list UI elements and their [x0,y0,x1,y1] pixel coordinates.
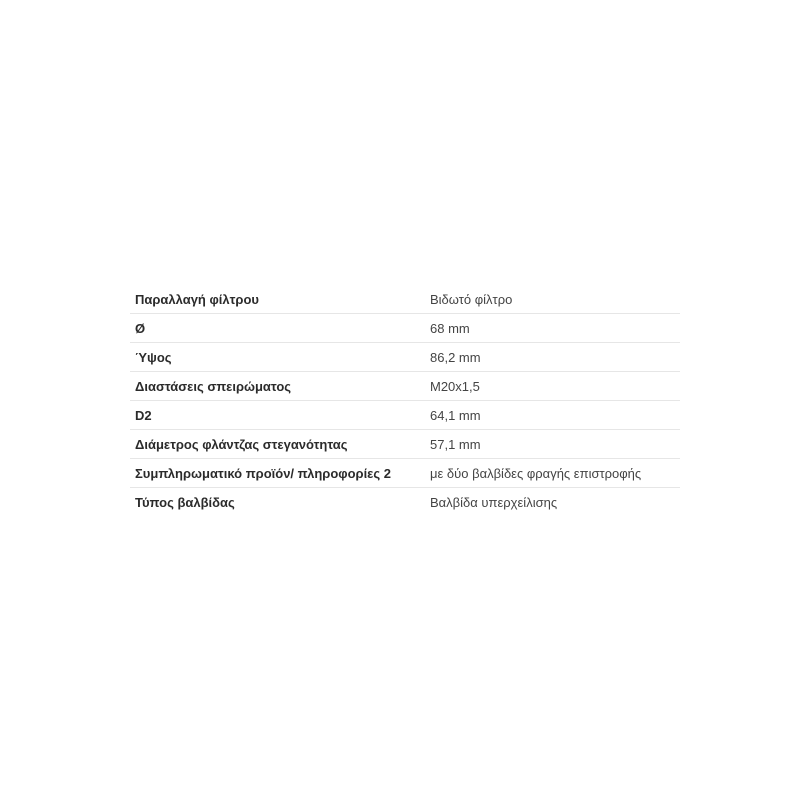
spec-value: 86,2 mm [425,343,680,372]
spec-label: Ύψος [130,343,425,372]
spec-value: 57,1 mm [425,430,680,459]
spec-value: με δύο βαλβίδες φραγής επιστροφής [425,459,680,488]
spec-value: M20x1,5 [425,372,680,401]
table-row [130,401,680,430]
table-row [130,285,680,314]
specifications-table [130,285,680,516]
spec-value: Βαλβίδα υπερχείλισης [430,494,558,510]
table-row [130,314,680,343]
spec-value: 68 mm [425,314,680,343]
spec-label: Διαστάσεις σπειρώματος [130,372,425,401]
spec-value: 64,1 mm [425,401,680,430]
spec-label: Διάμετρος φλάντζας στεγανότητας [130,430,425,459]
spec-label: D2 [130,401,425,430]
spec-label: Συμπληρωματικό προϊόν/ πληροφορίες 2 [130,459,425,488]
table-row [130,459,680,488]
table-row [130,488,680,517]
spec-label: Ø [130,314,425,343]
spec-value: Βιδωτό φίλτρο [425,285,680,314]
table-row [130,430,680,459]
spec-label: Παραλλαγή φίλτρου [130,285,425,314]
spec-label: Τύπος βαλβίδας [135,494,235,510]
table-row [130,372,680,401]
table-row [130,343,680,372]
